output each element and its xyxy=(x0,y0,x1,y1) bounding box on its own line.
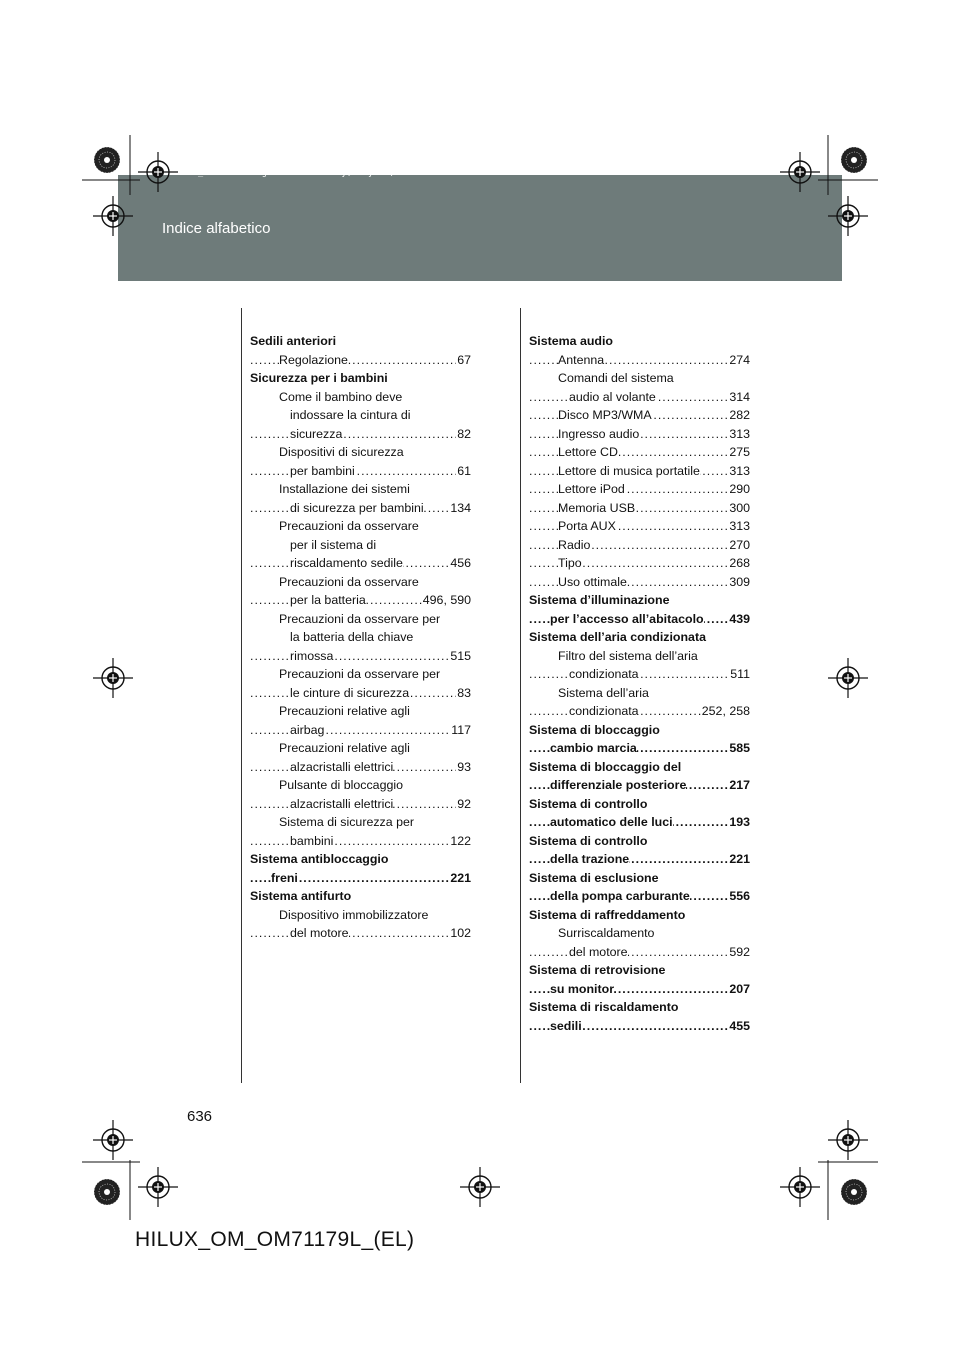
index-entry-page: 67 xyxy=(456,351,471,370)
index-entry xyxy=(529,480,750,499)
index-entry xyxy=(529,850,750,869)
index-entry-text: Sistema di controllo xyxy=(529,796,648,811)
index-entry-text: Dispositivi di sicurezza xyxy=(279,445,404,459)
index-entry-text: Memoria USB xyxy=(558,500,636,515)
index-entry-page: 92 xyxy=(456,795,471,814)
index-entry-page: 274 xyxy=(728,351,750,370)
index-entry-page: 83 xyxy=(456,684,471,703)
index-entry-page: 313 xyxy=(728,425,750,444)
file-info-stamp: sec_08-02.fm Page 636 Wednesday, May 16, 2012 1:43 PM xyxy=(182,168,464,178)
index-entry xyxy=(250,554,471,573)
index-entry xyxy=(250,850,471,869)
index-entry xyxy=(250,702,471,721)
index-entry xyxy=(529,813,750,832)
index-entry-text: Tipo xyxy=(558,556,582,570)
index-entry-page: 556 xyxy=(728,887,750,906)
middle-column-rule xyxy=(520,308,521,1083)
index-entry-text: Precauzioni relative agli xyxy=(279,741,410,755)
index-entry-page: 221 xyxy=(449,869,471,888)
index-entry xyxy=(250,869,471,888)
index-entry-text: Precauzioni da osservare per xyxy=(279,611,441,626)
index-column-right xyxy=(529,332,750,1035)
index-entry xyxy=(529,943,750,962)
index-entry-text: Sistema di bloccaggio xyxy=(529,722,660,737)
index-entry-page: 456 xyxy=(449,554,471,573)
index-entry-text: Ingresso audio xyxy=(558,426,640,441)
index-entry-text: Regolazione xyxy=(279,352,348,367)
index-entry xyxy=(250,739,471,758)
index-entry-page: 592 xyxy=(728,943,750,962)
index-entry-text: Sistema di riscaldamento xyxy=(529,1000,679,1014)
index-entry xyxy=(529,443,750,462)
index-entry xyxy=(529,351,750,370)
index-entry xyxy=(250,832,471,851)
index-entry-text: sicurezza xyxy=(290,426,343,441)
index-entry xyxy=(250,406,471,425)
index-entry xyxy=(529,869,750,888)
index-entry xyxy=(529,887,750,906)
index-entry-text: su monitor xyxy=(550,981,615,996)
index-entry-text: Sistema di sicurezza per xyxy=(279,815,414,829)
index-entry-page: 511 xyxy=(729,665,750,684)
index-entry-page: 300 xyxy=(728,499,750,518)
index-entry-text: Precauzioni da osservare xyxy=(279,574,419,589)
index-entry xyxy=(250,591,471,610)
index-entry-text: bambini xyxy=(290,833,334,848)
index-entry xyxy=(250,369,471,388)
index-entry-page: 309 xyxy=(728,573,750,592)
index-entry-text: Sistema di controllo xyxy=(529,833,648,848)
index-entry-text: Precauzioni relative agli xyxy=(279,704,410,718)
index-entry xyxy=(529,961,750,980)
index-entry-text: indossare la cintura di xyxy=(290,408,411,422)
index-entry xyxy=(529,721,750,740)
index-entry xyxy=(529,647,750,666)
index-entry xyxy=(250,517,471,536)
index-entry-page: 117 xyxy=(450,721,471,740)
index-entry xyxy=(529,517,750,536)
index-entry xyxy=(250,776,471,795)
index-entry xyxy=(250,351,471,370)
index-entry-text: Come il bambino deve xyxy=(279,389,403,404)
index-entry-page: 61 xyxy=(456,462,471,481)
index-entry-page: 313 xyxy=(728,462,750,481)
index-entry xyxy=(529,1017,750,1036)
index-entry xyxy=(529,702,750,721)
index-entry xyxy=(529,758,750,777)
index-entry xyxy=(250,388,471,407)
index-entry xyxy=(250,499,471,518)
index-entry-page: 193 xyxy=(728,813,750,832)
index-entry-text: Surriscaldamento xyxy=(558,926,655,940)
index-entry-page: 313 xyxy=(728,517,750,536)
index-entry-text: differenziale posteriore xyxy=(550,778,687,792)
index-entry-page: 221 xyxy=(728,850,750,869)
index-entry-page: 122 xyxy=(449,832,471,851)
index-entry-page: 102 xyxy=(449,924,471,943)
index-entry xyxy=(529,924,750,943)
index-entry-page: 93 xyxy=(456,758,471,777)
index-entry xyxy=(529,980,750,999)
index-entry-text: automatico delle luci xyxy=(550,815,673,829)
left-column-rule xyxy=(241,308,242,1083)
index-entry xyxy=(529,332,750,351)
index-entry-page: 282 xyxy=(728,406,750,425)
index-entry-page: 134 xyxy=(449,499,471,518)
index-entry-text: freni xyxy=(271,870,298,885)
index-entry-text: Lettore di musica portatile xyxy=(558,463,700,478)
index-entry-text: Sistema dell’aria condizionata xyxy=(529,630,706,644)
index-entry-page: 439 xyxy=(728,610,750,629)
index-entry-text: alzacristalli elettrici xyxy=(290,796,394,811)
index-entry xyxy=(529,795,750,814)
index-entry-text: condizionata xyxy=(569,704,639,718)
index-entry-page: 585 xyxy=(728,739,750,758)
index-entry-text: Sedili anteriori xyxy=(250,334,337,348)
index-entry xyxy=(250,332,471,351)
index-entry-text: Radio xyxy=(558,537,591,552)
index-entry xyxy=(529,628,750,647)
index-entry-text: Precauzioni da osservare per xyxy=(279,667,441,681)
index-entry xyxy=(250,647,471,666)
index-entry xyxy=(529,906,750,925)
page-title: Indice alfabetico xyxy=(162,220,271,237)
index-entry-text: della trazione xyxy=(550,852,630,866)
index-entry xyxy=(250,887,471,906)
index-entry xyxy=(529,462,750,481)
index-entry xyxy=(529,684,750,703)
index-entry-page: 515 xyxy=(449,647,471,666)
index-entry-text: Porta AUX xyxy=(558,519,616,533)
index-entry-text: rimossa xyxy=(290,648,334,663)
index-entry-text: Lettore CD xyxy=(558,445,618,459)
index-entry xyxy=(529,536,750,555)
index-entry-text: Sistema antibloccaggio xyxy=(250,852,389,866)
index-entry-text: Uso ottimale xyxy=(558,574,627,589)
index-entry-text: Installazione dei sistemi xyxy=(279,482,410,496)
index-column-left xyxy=(250,332,471,943)
index-entry-page: 270 xyxy=(728,536,750,555)
index-entry-text: condizionata xyxy=(569,667,639,681)
index-entry xyxy=(529,369,750,388)
index-entry xyxy=(250,573,471,592)
index-entry-page: 82 xyxy=(456,425,471,444)
index-entry-text: del motore xyxy=(569,944,628,959)
model-code: HILUX_OM_OM71179L_(EL) xyxy=(135,1228,415,1251)
index-entry-text: di sicurezza per bambini xyxy=(290,500,424,515)
index-entry xyxy=(250,684,471,703)
index-entry-page: 252, 258 xyxy=(701,702,750,721)
index-entry-page: 496, 590 xyxy=(422,591,471,610)
index-entry-text: sedili xyxy=(550,1018,582,1033)
index-entry xyxy=(250,480,471,499)
index-entry-text: Sistema antifurto xyxy=(250,889,352,903)
index-entry xyxy=(250,924,471,943)
index-entry-text: per bambini xyxy=(290,463,355,478)
index-entry xyxy=(529,665,750,684)
index-entry-text: riscaldamento sedile xyxy=(290,556,403,570)
index-entry-text: audio al volante xyxy=(569,389,656,404)
index-entry-text: alzacristalli elettrici xyxy=(290,759,394,774)
index-entry xyxy=(529,998,750,1017)
index-entry xyxy=(529,776,750,795)
index-entry-text: Sistema di retrovisione xyxy=(529,963,666,977)
index-entry-text: Sistema dell’aria xyxy=(558,685,649,700)
index-entry-text: Sistema di esclusione xyxy=(529,870,659,885)
index-entry xyxy=(250,462,471,481)
index-entry-page: 275 xyxy=(728,443,750,462)
index-entry-text: per l’accesso all’abitacolo xyxy=(550,611,704,626)
index-entry-page: 207 xyxy=(728,980,750,999)
index-entry-text: della pompa carburante xyxy=(550,889,690,903)
index-entry xyxy=(250,443,471,462)
index-entry xyxy=(529,499,750,518)
index-entry-text: per la batteria xyxy=(290,593,366,607)
index-entry xyxy=(529,554,750,573)
index-entry xyxy=(250,628,471,647)
index-entry xyxy=(250,425,471,444)
index-entry-page: 217 xyxy=(728,776,750,795)
index-entry xyxy=(529,832,750,851)
index-entry xyxy=(250,906,471,925)
index-entry xyxy=(250,721,471,740)
index-entry-text: Antenna xyxy=(558,352,605,367)
index-entry-text: Dispositivo immobilizzatore xyxy=(279,907,429,922)
index-entry xyxy=(529,388,750,407)
index-entry-text: Filtro del sistema dell’aria xyxy=(558,648,698,663)
index-entry xyxy=(250,813,471,832)
index-entry-page: 290 xyxy=(728,480,750,499)
index-entry-text: Lettore iPod xyxy=(558,482,625,496)
index-entry-text: la batteria della chiave xyxy=(290,630,414,644)
index-entry-text: Sistema di bloccaggio del xyxy=(529,759,682,774)
index-entry-text: del motore xyxy=(290,926,349,940)
index-entry-page: 268 xyxy=(728,554,750,573)
index-entry-text: Sistema audio xyxy=(529,334,614,348)
index-entry-text: Sicurezza per i bambini xyxy=(250,371,388,385)
index-entry-text: Disco MP3/WMA xyxy=(558,408,652,422)
index-entry-text: per il sistema di xyxy=(290,537,377,552)
index-entry-text: Pulsante di bloccaggio xyxy=(279,778,403,792)
index-entry-text: Sistema d’illuminazione xyxy=(529,593,670,607)
index-entry-page: 455 xyxy=(728,1017,750,1036)
index-entry xyxy=(529,425,750,444)
index-entry-text: Comandi del sistema xyxy=(558,371,674,385)
index-entry-page: 314 xyxy=(728,388,750,407)
index-entry xyxy=(529,591,750,610)
index-entry xyxy=(529,610,750,629)
index-entry xyxy=(529,573,750,592)
index-entry xyxy=(250,536,471,555)
index-entry xyxy=(529,406,750,425)
index-entry-text: Sistema di raffreddamento xyxy=(529,907,686,922)
index-entry xyxy=(250,758,471,777)
index-entry xyxy=(529,739,750,758)
index-entry xyxy=(250,795,471,814)
index-entry-text: Precauzioni da osservare xyxy=(279,519,419,533)
index-entry-text: cambio marcia xyxy=(550,741,637,755)
index-entry-text: le cinture di sicurezza xyxy=(290,685,410,700)
page-number: 636 xyxy=(187,1108,213,1125)
index-entry-text: airbag xyxy=(290,722,325,737)
index-entry xyxy=(250,665,471,684)
index-entry xyxy=(250,610,471,629)
